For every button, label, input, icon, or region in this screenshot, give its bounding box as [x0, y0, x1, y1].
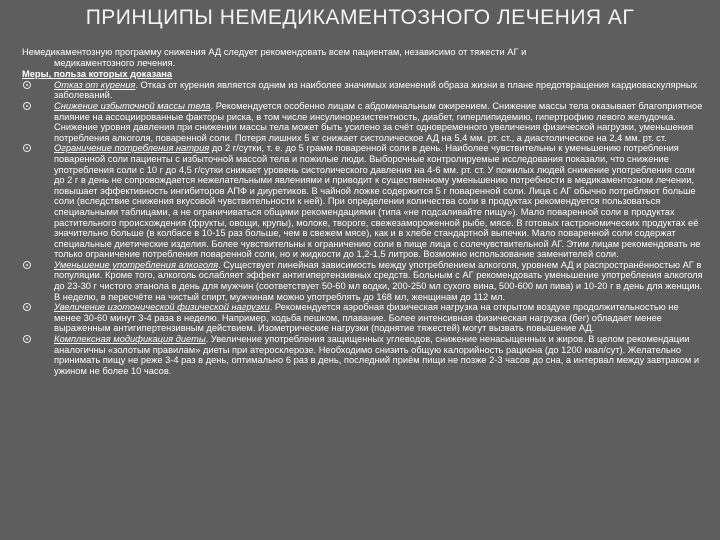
item-heading: Отказ от курения	[54, 79, 136, 90]
item-text: до 2 г/сутки, т. е. до 5 грамм поваренной соли в день. Наиболее чувствительны к уменьшению потребления поваренной соли пациенты с избыточной массой тела и пожилые люди. Выборочные контролируемые исследования показали, что снижение употребления соли с 10 г до 4,5 г/сутки снижает уровень систолического давления на 4-6 мм. рт. ст. У пожилых людей снижение употребления соли до 2 г в день не сопровождается нежелательными явлениями и приводит к существенному уменьшению потребности в медикаментозном лечении, повышает эффективность ингибиторов АПФ и диуретиков. В чайной ложке содержится 5 г поваренной соли. Лица с АГ обычно потребляют больше соли (вследствие снижения вкусовой чувствительности к ней). При определении количества соли в продуктах рекомендуется пользоваться специальными таблицами, а не ограничиваться общими рекомендациями (типа «не подсаливайте пищу»). Мало поваренной соли в продуктах растительного происхождения (фрукты, овощи, крупы), молоке, твороге, свежезамороженной рыбе, мясе. В готовых гастрономических продуктах её значительно больше (в колбасе в 10-15 раз больше, чем в свежем мясе), как и в хлебе стандартной выпечки. Мало поваренной соли содержат специальные диетические изделия. Более чувствительны к ограничению соли в пище лица с солечувствительной АГ. Этим лицам рекомендовать не только ограничение потребления поваренной соли, но и жидкости до 1,2-1,5 литров. Возможно использование заменителей соли.	[54, 143, 701, 260]
item-text: . Увеличение употребления защищенных углеводов, снижение ненасыщенных и жиров. В целом рекомендации аналогичны «золотым правилам» диеты при атеросклерозе. Необходимо снизить общую калорийность рациона (до 1200 ккал/сут). Желательно принимать пищу не реже 3-4 раз в день, оптимально 6 раз в день, последний приём пищи не позже 2-3 часов до сна, а интервал между завтраком и ужином не более 10 часов.	[54, 334, 700, 376]
bullet-icon	[23, 335, 31, 343]
list-item	[22, 302, 706, 334]
item-heading: Ограничение потребления натрия	[54, 143, 210, 154]
section-subheading: Меры, польза которых доказана	[22, 69, 173, 80]
list-item	[22, 80, 706, 101]
slide-title: ПРИНЦИПЫ НЕМЕДИКАМЕНТОЗНОГО ЛЕЧЕНИЯ АГ	[85, 6, 635, 29]
list-item	[22, 101, 706, 143]
slide-body	[22, 47, 706, 376]
list-item	[22, 260, 706, 302]
item-heading: Увеличение изотонической физической нагрузки	[54, 302, 270, 313]
item-heading: Снижение избыточной массы тела	[54, 100, 211, 111]
bullet-icon	[23, 144, 31, 152]
item-text: . Существует линейная зависимость между употреблением алкоголя, уровнем АД и распространённостью АГ в популяции. Кроме того, алкоголь ослабляет эффект антигипертензивных средств. Больным с АГ рекомендовать уменьшение употребления алкоголя до 23-30 г чистого этанола в день для мужчин (соответствует 50-60 мл водки, 200-250 мл сухого вина, 500-600 мл пива) и 10-20 г в день для женщин. В неделю, в пересчёте на чистый спирт, мужчинам можно употреблять до 168 мл, женщинам до 112 мл.	[54, 259, 703, 302]
list-item	[22, 143, 706, 260]
item-text: . Рекомендуется аэробная физическая нагрузка на открытом воздухе продолжительностью не менее 30-60 минут 3-4 раза в неделю. Например, ходьба пешком, плавание. Более интенсивная физическая нагрузка (бег) обладает менее выраженным антигипертензивным действием. Изометрические нагрузки (поднятие тяжестей) могут вызвать повышение АД.	[54, 302, 679, 334]
intro-line-2: медикаментозного лечения.	[54, 57, 176, 68]
bullet-icon	[23, 81, 31, 89]
intro-line-1: Немедикаментозную программу снижения АД следует рекомендовать всем пациентам, независимо от тяжести АГ и	[22, 47, 527, 57]
item-heading: Уменьшение употребления алкоголя	[54, 259, 219, 270]
item-heading: Комплексная модификация диеты	[54, 334, 206, 345]
bullet-icon	[23, 102, 31, 110]
list-item	[22, 334, 706, 376]
item-text: . Рекомендуется особенно лицам с абдоминальным ожирением. Снижение массы тела оказывает благоприятное влияние на ассоциированные факторы риска, в том числе инсулинорезистентность, диабет, гиперлипидемию, гипертрофию левого желудочка. Снижение уровня давления при снижении массы тела может быть усилено за счёт одновременного увеличения физической нагрузки, уменьшения потребления алкоголя, поваренной соли. Потеря лишних 5 кг снижает систолическое АД на 5,4 мм. рт. ст., а диастолическое на 2,4 мм. рт. ст.	[54, 100, 703, 143]
bullet-icon	[23, 261, 31, 269]
measures-list	[22, 80, 706, 377]
item-text: . Отказ от курения является одним из наиболее значимых изменений образа жизни в плане предотвращения кардиоваскулярных заболеваний.	[54, 79, 698, 101]
bullet-icon	[23, 303, 31, 311]
